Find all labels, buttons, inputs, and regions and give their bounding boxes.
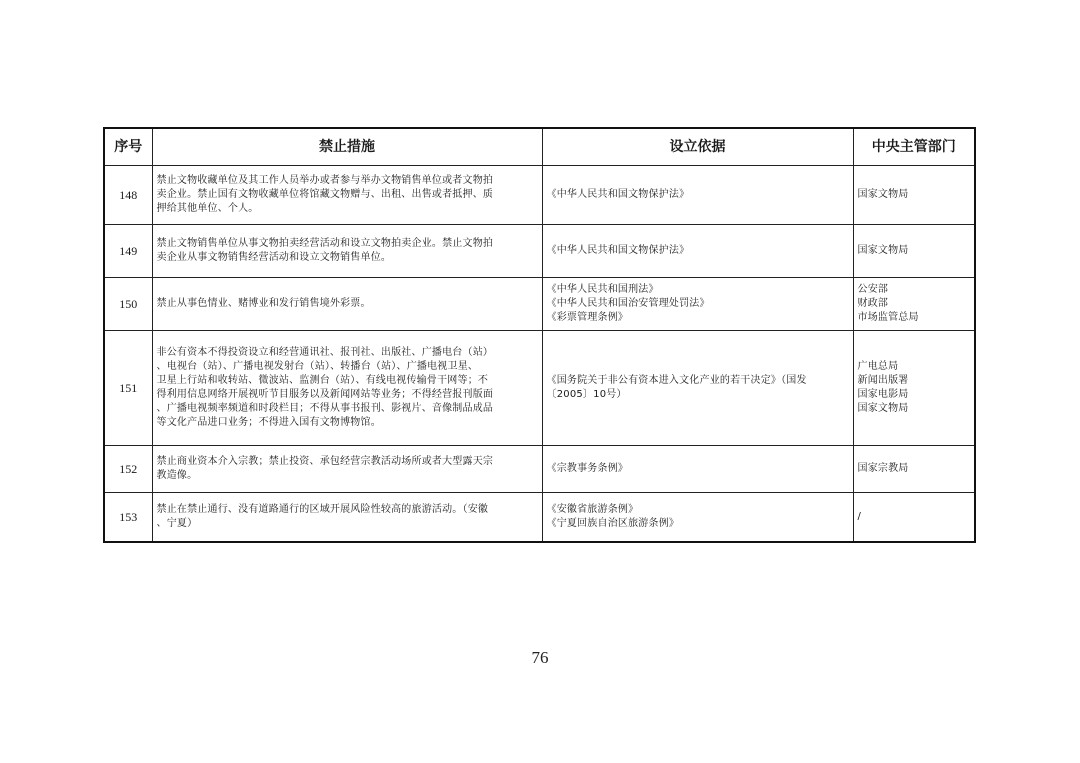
measure-cell	[152, 166, 542, 225]
row-number: 153	[104, 493, 152, 543]
row-number: 149	[104, 225, 152, 278]
measure-line: 卫星上行站和收转站、微波站、监测台（站）、有线电视传输骨干网等；不	[156, 375, 489, 386]
header-basis: 设立依据	[542, 128, 853, 166]
basis-cell	[542, 166, 853, 225]
table-header-row	[104, 128, 975, 166]
row-number: 151	[104, 331, 152, 446]
measure-cell	[152, 331, 542, 446]
basis-line: 《中华人民共和国刑法》	[546, 284, 659, 295]
dept-cell	[853, 493, 975, 543]
measure-line: 得利用信息网络开展视听节目服务以及新闻网站等业务；不得经营报刊版面	[156, 389, 494, 400]
measure-cell	[152, 225, 542, 278]
dept-line: 国家文物局	[857, 403, 909, 414]
basis-cell	[542, 225, 853, 278]
table-row	[104, 166, 975, 225]
header-no: 序号	[104, 128, 152, 166]
measure-line: 、广播电视频率频道和时段栏目；不得从事书报刊、影视片、音像制品成品	[156, 403, 494, 414]
measure-line: 禁止商业资本介入宗教；禁止投资、承包经营宗教活动场所或者大型露天宗	[156, 456, 494, 467]
basis-line: 《彩票管理条例》	[546, 312, 629, 323]
table-row	[104, 493, 975, 543]
basis-cell	[542, 331, 853, 446]
basis-line: 《中华人民共和国文物保护法》	[546, 189, 690, 200]
measure-line: 等文化产品进口业务；不得进入国有文物博物馆。	[156, 417, 381, 428]
basis-cell	[542, 446, 853, 493]
dept-line: 国家电影局	[857, 389, 909, 400]
measure-line: 、电视台（站）、广播电视发射台（站）、转播台（站）、广播电视卫星、	[156, 361, 479, 372]
measure-cell	[152, 493, 542, 543]
header-dept: 中央主管部门	[853, 128, 975, 166]
measure-line: 非公有资本不得投资设立和经营通讯社、报刊社、出版社、广播电台（站）	[156, 347, 494, 358]
dept-line: 广电总局	[857, 361, 899, 372]
measure-line: 禁止从事色情业、赌博业和发行销售境外彩票。	[156, 298, 371, 309]
table-row	[104, 225, 975, 278]
basis-cell	[542, 278, 853, 331]
measure-line: 禁止文物收藏单位及其工作人员举办或者参与举办文物销售单位或者文物拍	[156, 175, 494, 186]
row-number: 148	[104, 166, 152, 225]
measure-line: 卖企业从事文物销售经营活动和设立文物销售单位。	[156, 252, 392, 263]
measure-cell	[152, 278, 542, 331]
row-number: 150	[104, 278, 152, 331]
dept-cell	[853, 331, 975, 446]
dept-line: 新闻出版署	[857, 375, 909, 386]
basis-line: 《安徽省旅游条例》	[546, 504, 639, 515]
measure-line: 禁止在禁止通行、没有道路通行的区域开展风险性较高的旅游活动。（安徽	[156, 504, 489, 515]
basis-line: 〔2005〕10号）	[546, 389, 627, 400]
row-number: 152	[104, 446, 152, 493]
dept-cell	[853, 446, 975, 493]
header-measure: 禁止措施	[152, 128, 542, 166]
dept-line: 公安部	[857, 284, 889, 295]
dept-line: 国家文物局	[857, 245, 909, 256]
basis-line: 《中华人民共和国文物保护法》	[546, 245, 690, 256]
dept-cell	[853, 166, 975, 225]
dept-line: 国家宗教局	[857, 463, 909, 474]
table-row	[104, 278, 975, 331]
prohibition-measures-table	[103, 127, 976, 543]
page-number: 76	[531, 648, 549, 667]
dept-cell	[853, 225, 975, 278]
measure-line: 押给其他单位、个人。	[156, 203, 259, 214]
basis-line: 《中华人民共和国治安管理处罚法》	[546, 298, 710, 309]
measure-cell	[152, 446, 542, 493]
basis-line: 《国务院关于非公有资本进入文化产业的若干决定》（国发	[546, 375, 807, 386]
table-row	[104, 331, 975, 446]
measure-line: 、宁夏）	[156, 518, 198, 529]
measure-line: 卖企业。禁止国有文物收藏单位将馆藏文物赠与、出租、出售或者抵押、质	[156, 189, 494, 200]
dept-line: 国家文物局	[857, 189, 909, 200]
basis-cell	[542, 493, 853, 543]
measure-line: 教造像。	[156, 470, 198, 481]
dept-line: /	[857, 511, 862, 522]
dept-cell	[853, 278, 975, 331]
basis-line: 《宁夏回族自治区旅游条例》	[546, 518, 680, 529]
table-row	[104, 446, 975, 493]
dept-line: 市场监管总局	[857, 312, 919, 323]
dept-line: 财政部	[857, 298, 889, 309]
measure-line: 禁止文物销售单位从事文物拍卖经营活动和设立文物拍卖企业。禁止文物拍	[156, 238, 494, 249]
basis-line: 《宗教事务条例》	[546, 463, 629, 474]
